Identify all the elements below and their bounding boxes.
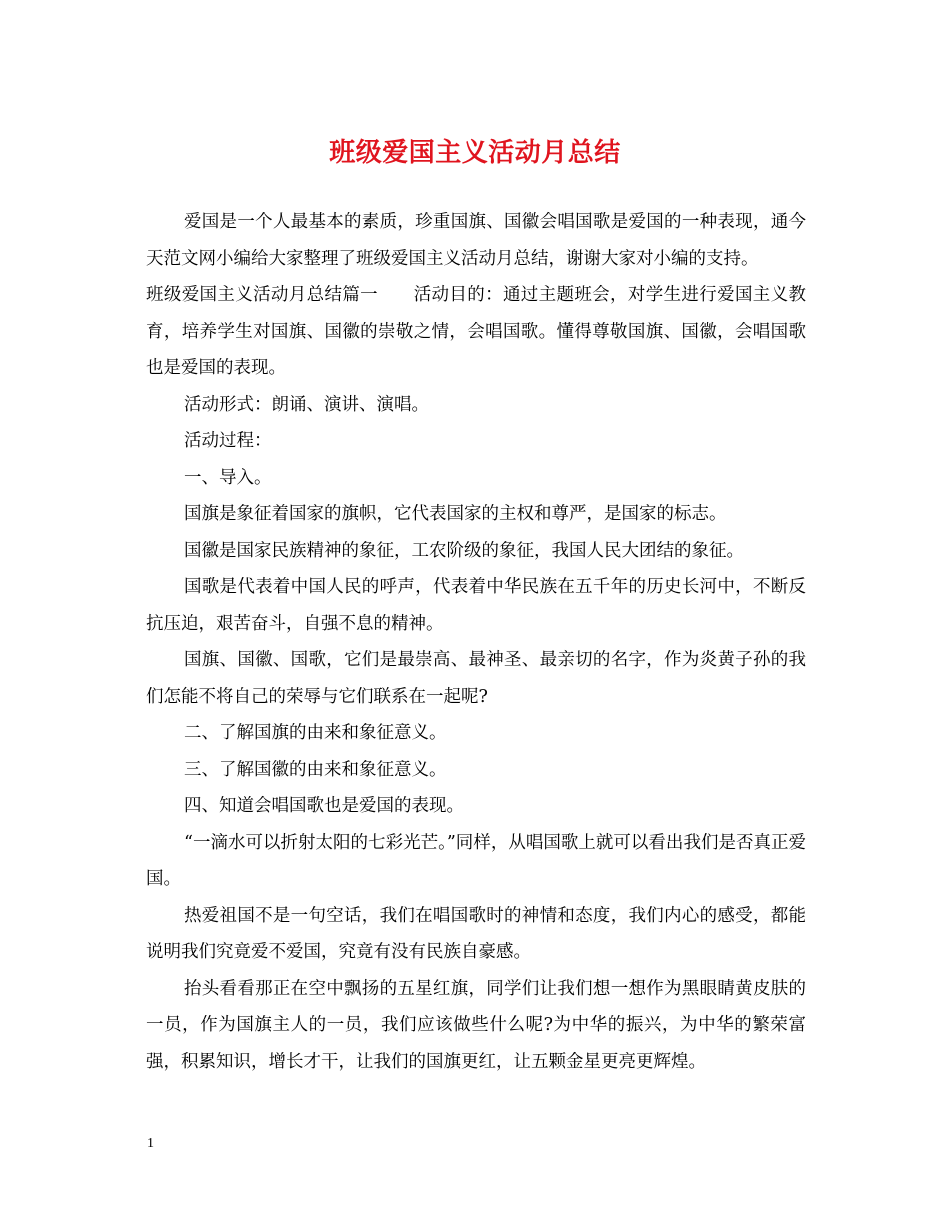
paragraph-emblem: 国徽是国家民族精神的象征，工农阶级的象征，我国人民大团结的象征。	[184, 540, 744, 561]
page-number: 1	[147, 1136, 154, 1151]
document-body	[146, 204, 806, 1080]
paragraph-intro: 爱国是一个人最基本的素质，珍重国旗、国徽会唱国歌是爱国的一种表现，通今天范文网小编给大家整理了班级爱国主义活动月总结，谢谢大家对小编的支持。	[146, 212, 806, 269]
paragraph-quote: “一滴水可以折射太阳的七彩光芒。”同样，从唱国歌上就可以看出我们是否真正爱国。	[146, 832, 806, 889]
paragraph-step-one: 一、导入。	[184, 467, 272, 488]
paragraph-activity-form: 活动形式：朗诵、演讲、演唱。	[184, 394, 429, 415]
paragraph-step-two: 二、了解国旗的由来和象征意义。	[184, 723, 447, 743]
paragraph-step-four: 四、知道会唱国歌也是爱国的表现。	[184, 796, 464, 816]
paragraph-anthem: 国歌是代表着中国人民的呼声，代表着中华民族在五千年的历史长河中，不断反抗压迫，艰苦奋斗，自强不息的精神。	[146, 577, 806, 634]
paragraph-step-three: 三、了解国徽的由来和象征意义。	[184, 759, 447, 780]
paragraph-patriotism: 热爱祖国不是一句空话，我们在唱国歌时的神情和态度，我们内心的感受，都能说明我们究竟爱不爱国，究竟有没有民族自豪感。	[146, 905, 806, 962]
paragraph-flag: 国旗是象征着国家的旗帜，它代表国家的主权和尊严，是国家的标志。	[184, 504, 727, 524]
document-title: 班级爱国主义活动月总结	[329, 138, 621, 168]
paragraph-symbols: 国旗、国徽、国歌，它们是最崇高、最神圣、最亲切的名字，作为炎黄子孙的我们怎能不将自己的荣辱与它们联系在一起呢?	[146, 650, 806, 707]
paragraph-section-heading: 班级爱国主义活动月总结篇一 活动目的：通过主题班会，对学生进行爱国主义教育，培养学生对国旗、国徽的崇敬之情，会唱国歌。懂得尊敬国旗、国徽，会唱国歌也是爱国的表现。	[146, 285, 806, 378]
paragraph-activity-process: 活动过程：	[184, 431, 272, 451]
paragraph-conclusion: 抬头看看那正在空中飘扬的五星红旗，同学们让我们想一想作为黑眼睛黄皮肤的一员，作为国旗主人的一员，我们应该做些什么呢?为中华的振兴，为中华的繁荣富强，积累知识，增长才干，让我们的国旗更红，让五颗金星更亮更辉煌。	[146, 978, 806, 1072]
